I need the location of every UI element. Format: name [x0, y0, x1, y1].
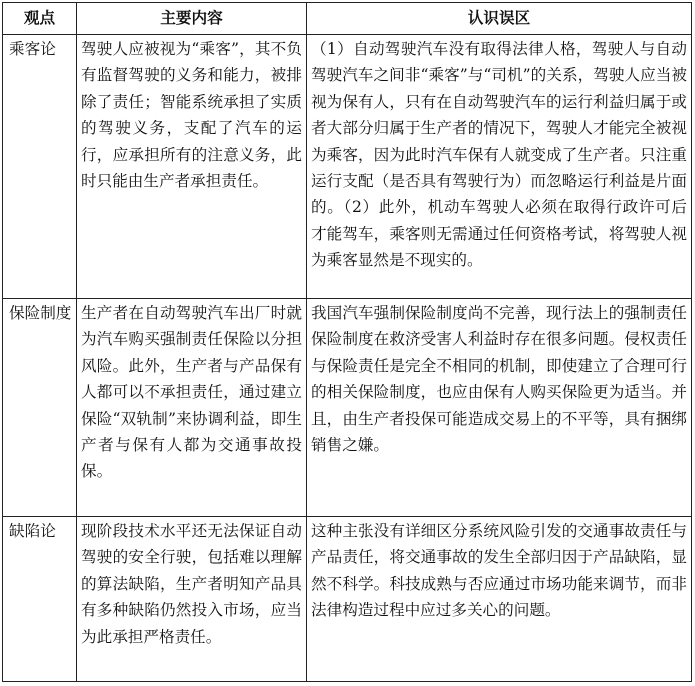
view-cell: 乘客论: [3, 35, 77, 299]
content-cell: 生产者在自动驾驶汽车出厂时就为汽车购买强制责任保险以分担风险。此外，生产者与产品保有人都可以不承担责任，通过建立保险“双轨制”来协调利益，即生产者与保有人都为交通事故投保。: [77, 299, 307, 517]
table-row: [3, 517, 692, 682]
content-cell: 现阶段技术水平还无法保证自动驾驶的安全行驶，包括难以理解的算法缺陷，生产者明知产品具有多种缺陷仍然投入市场，应当为此承担严格责任。: [77, 517, 307, 682]
header-misconception: 认识误区: [307, 3, 692, 35]
header-row: [3, 3, 692, 35]
comparison-table: [2, 2, 692, 682]
table-row: [3, 35, 692, 299]
table-row: [3, 299, 692, 517]
view-cell: 保险制度: [3, 299, 77, 517]
misconception-cell: 这种主张没有详细区分系统风险引发的交通事故责任与产品责任，将交通事故的发生全部归因于产品缺陷，显然不科学。科技成熟与否应通过市场功能来调节，而非法律构造过程中应过多关心的问题。: [307, 517, 692, 682]
content-cell: 驾驶人应被视为“乘客”，其不负有监督驾驶的义务和能力，被排除了责任；智能系统承担了实质的驾驶义务，支配了汽车的运行，应承担所有的注意义务，此时只能由生产者承担责任。: [77, 35, 307, 299]
header-content: 主要内容: [77, 3, 307, 35]
misconception-cell: （1）自动驾驶汽车没有取得法律人格，驾驶人与自动驾驶汽车之间非“乘客”与“司机”的关系，驾驶人应当被视为保有人，只有在自动驾驶汽车的运行利益归属于或者大部分归属于生产者的情况下，驾驶人才能完全被视为乘客，因为此时汽车保有人就变成了生产者。只注重运行支配（是否具有驾驶行为）而忽略运行利益是片面的。（2）此外，机动车驾驶人必须在取得行政许可后才能驾车，乘客则无需通过任何资格考试，将驾驶人视为乘客显然是不现实的。: [307, 35, 692, 299]
misconception-cell: 我国汽车强制保险制度尚不完善，现行法上的强制责任保险制度在救济受害人利益时存在很多问题。侵权责任与保险责任是完全不相同的机制，即使建立了合理可行的相关保险制度，也应由保有人购买保险更为适当。并且，由生产者投保可能造成交易上的不平等，具有捆绑销售之嫌。: [307, 299, 692, 517]
view-cell: 缺陷论: [3, 517, 77, 682]
header-view: 观点: [3, 3, 77, 35]
